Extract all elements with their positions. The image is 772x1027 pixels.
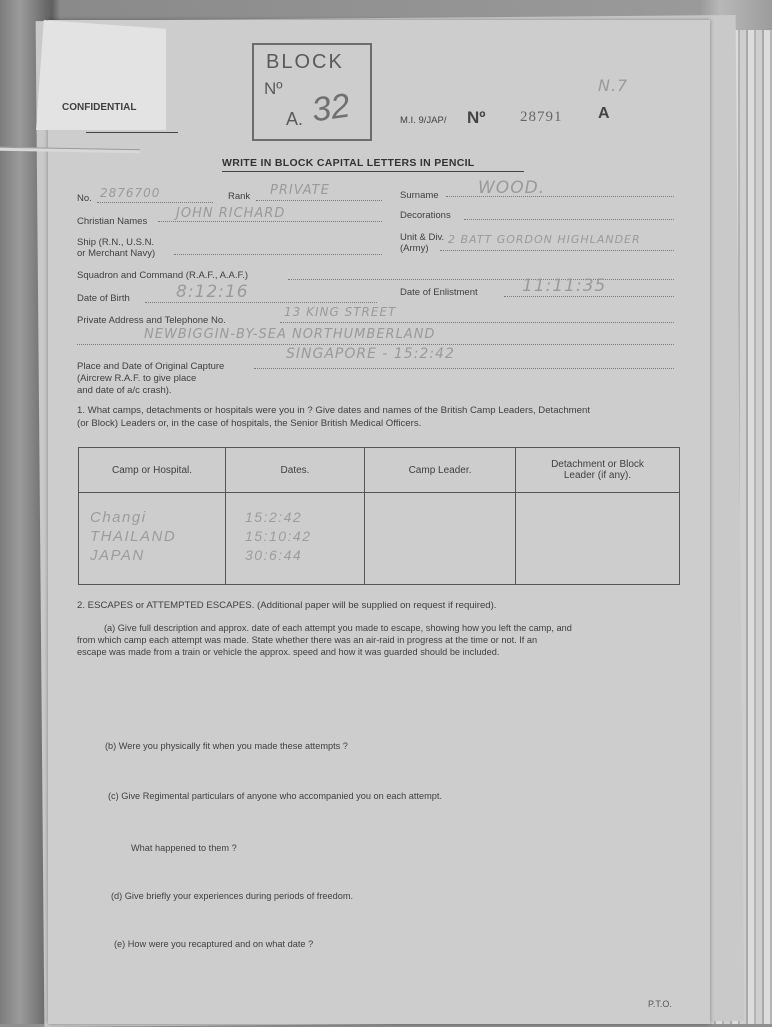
unit-line	[440, 250, 674, 251]
squadron-line	[288, 279, 674, 280]
dob-label: Date of Birth	[77, 293, 130, 304]
squadron-label: Squadron and Command (R.A.F., A.A.F.)	[77, 270, 249, 281]
confidential-label: CONFIDENTIAL	[62, 102, 137, 113]
ship-label-line1: Ship (R.N., U.S.N.	[77, 237, 155, 248]
camps-cell-camp	[79, 493, 226, 585]
q1-text-line2: (or Block) Leaders or, in the case of hospitals, the Senior British Medical Officers.	[77, 418, 422, 429]
camps-table-header-row	[79, 448, 680, 493]
camp-entry-1: Changi	[90, 509, 147, 526]
capture-label-line1: Place and Date of Original Capture	[77, 361, 225, 372]
decorations-label: Decorations	[400, 210, 451, 221]
ref-no-symbol: Nº	[467, 108, 486, 127]
date-entry-3: 30:6:44	[245, 547, 303, 563]
instruction-heading: WRITE IN BLOCK CAPITAL LETTERS IN PENCIL	[222, 157, 475, 169]
camp-entry-3: JAPAN	[90, 547, 145, 564]
capture-value: SINGAPORE - 15:2:42	[286, 346, 455, 362]
camps-table-row	[79, 493, 680, 585]
q2c-sub-text: What happened to them ?	[131, 843, 237, 853]
camps-header-detachment: Detachment or Block Leader (if any).	[516, 448, 680, 493]
ref-number: 28791	[520, 109, 563, 125]
surname-value: WOOD.	[478, 178, 546, 198]
enlistment-value: 11:11:35	[522, 276, 607, 296]
surname-line	[446, 196, 674, 197]
address-line2	[77, 344, 674, 345]
surname-label: Surname	[400, 190, 439, 201]
ref-label: M.I. 9/JAP/	[400, 115, 447, 126]
address-label: Private Address and Telephone No.	[77, 315, 226, 326]
rank-label: Rank	[228, 191, 251, 202]
q1-text-line1: 1. What camps, detachments or hospitals were you in ? Give dates and names of the British Camp Leaders, Detachment	[77, 405, 590, 416]
unit-label-line2: (Army)	[400, 243, 429, 254]
unit-label-line1: Unit & Div.	[400, 232, 445, 243]
christian-names-label: Christian Names	[77, 216, 148, 227]
no-line	[97, 202, 213, 203]
q2-title: 2. ESCAPES or ATTEMPTED ESCAPES. (Additional paper will be supplied on request if required).	[77, 600, 497, 611]
camps-header-dates: Dates.	[226, 448, 365, 493]
rank-line	[256, 200, 382, 201]
q2a-text-line3: escape was made from a train or vehicle the approx. speed and how it was guarded should be included.	[77, 647, 500, 657]
instruction-underline	[222, 171, 524, 172]
camps-header-leader: Camp Leader.	[365, 448, 516, 493]
capture-line	[254, 368, 674, 369]
address-value-line2: NEWBIGGIN-BY-SEA NORTHUMBERLAND	[144, 327, 436, 342]
no-value: 2876700	[100, 186, 161, 200]
capture-label-line2: (Aircrew R.A.F. to give place	[77, 373, 197, 384]
rank-value: PRIVATE	[270, 183, 330, 198]
dob-value: 8:12:16	[176, 282, 249, 302]
corner-handwritten-note: N.7	[598, 76, 629, 95]
pto-note: P.T.O.	[648, 999, 672, 1009]
q2b-text: (b) Were you physically fit when you made these attempts ?	[105, 741, 348, 751]
stamp-block-text: BLOCK	[266, 51, 344, 73]
christian-names-line	[158, 221, 382, 222]
stamp-handwritten-number: 32	[309, 86, 353, 130]
dob-line	[145, 302, 377, 303]
q2a-text-line1: (a) Give full description and approx. date of each attempt you made to escape, showing how you left the camp, and	[104, 623, 572, 633]
camp-entry-2: THAILAND	[90, 528, 177, 545]
capture-label-line3: and date of a/c crash).	[77, 385, 172, 396]
enlistment-line	[504, 296, 674, 297]
no-label: No.	[77, 193, 92, 204]
stamp-no-text: Nº	[264, 79, 283, 98]
date-entry-2: 15:10:42	[245, 528, 312, 544]
enlistment-label: Date of Enlistment	[400, 287, 478, 298]
camps-header-camp: Camp or Hospital.	[79, 448, 226, 493]
decorations-line	[464, 219, 674, 220]
q2a-text-line2: from which camp each attempt was made. State whether there was an air-raid in progress at the time or not. If an	[77, 635, 538, 645]
q2e-text: (e) How were you recaptured and on what date ?	[114, 939, 314, 949]
address-line1	[280, 322, 674, 323]
date-entry-1: 15:2:42	[245, 509, 303, 525]
ship-label-line2: or Merchant Navy)	[77, 248, 156, 259]
unit-value: 2 BATT GORDON HIGHLANDER	[448, 233, 641, 246]
camps-cell-detachment	[516, 493, 680, 585]
stamp-a-text: A.	[286, 109, 304, 129]
q2d-text: (d) Give briefly your experiences during periods of freedom.	[111, 891, 354, 901]
confidential-underline	[86, 132, 178, 133]
ship-line	[174, 254, 382, 255]
christian-names-value: JOHN RICHARD	[176, 206, 286, 221]
block-stamp	[252, 43, 372, 141]
camps-table	[78, 447, 680, 585]
q2c-text: (c) Give Regimental particulars of anyone who accompanied you on each attempt.	[108, 791, 442, 801]
ref-suffix: A	[598, 105, 610, 122]
camps-cell-dates	[226, 493, 365, 585]
address-value-line1: 13 KING STREET	[284, 305, 397, 319]
camps-cell-leader	[365, 493, 516, 585]
